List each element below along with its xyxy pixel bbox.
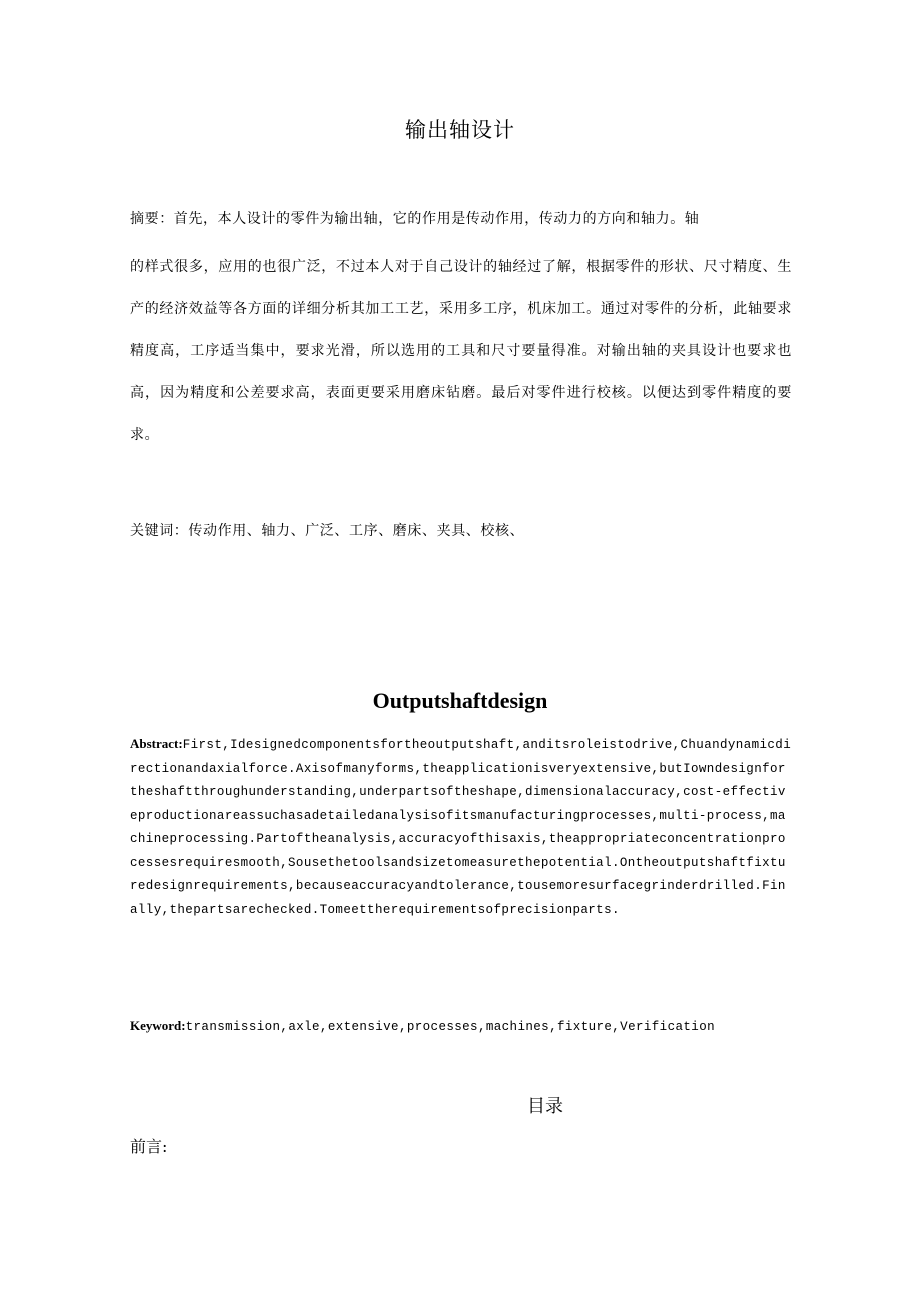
chinese-title: 输出轴设计: [405, 118, 515, 142]
english-abstract-text: First,Idesignedcomponentsfortheoutputshaft,anditsroleistodrive,Chuandynamicdirectionandaxialforce.Axisofmanyforms,theapplicationisveryextensive,butIowndesignfortheshaftthroughunderstanding,underpartsoftheshape,dimensionalaccuracy,cost-effectiveproductionareassuchasadetailedanalysisofitsmanufacturingprocesses,multi-process,machineprocessing.Partoftheanalysis,accuracyofthisaxis,theappropriateconcentrationprocessesrequiresmooth,Sousethetoolsandsizetomeasurethepotential.Ontheoutputshaftfixturedesignrequirements,becauseaccuracyandtolerance,tousemoresurfacegrinderdrilled.Finally,thepartsarechecked.Tomeettherequirementsofprecisionparts.: [130, 738, 792, 917]
chinese-abstract-first-line: 摘要：首先，本人设计的零件为输出轴，它的作用是传动作用，传动力的方向和轴力。轴: [130, 211, 700, 227]
english-abstract-label: Abstract:: [130, 736, 183, 751]
english-abstract: [130, 732, 792, 922]
english-keywords-text: transmission,axle,extensive,processes,machines,fixture,Verification: [185, 1020, 715, 1034]
english-keywords-label: Keyword:: [130, 1018, 186, 1033]
english-keywords: [130, 1018, 792, 1034]
toc-title: 目录: [527, 1096, 563, 1117]
chinese-keywords: 关键词：传动作用、轴力、广泛、工序、磨床、夹具、校核、: [130, 523, 525, 539]
chinese-abstract: [130, 198, 792, 456]
english-title: Outputshaftdesign: [372, 688, 548, 713]
toc-item-preface: 前言:: [130, 1137, 168, 1156]
chinese-abstract-body: 的样式很多，应用的也很广泛，不过本人对于自己设计的轴经过了解，根据零件的形状、尺寸精度、生产的经济效益等各方面的详细分析其加工工艺，采用多工序，机床加工。通过对零件的分析，此轴要求精度高，工序适当集中，要求光滑，所以选用的工具和尺寸要量得准。对输出轴的夹具设计也要求也高，因为精度和公差要求高，表面更要采用磨床钻磨。最后对零件进行校核。以便达到零件精度的要求。: [130, 259, 792, 443]
